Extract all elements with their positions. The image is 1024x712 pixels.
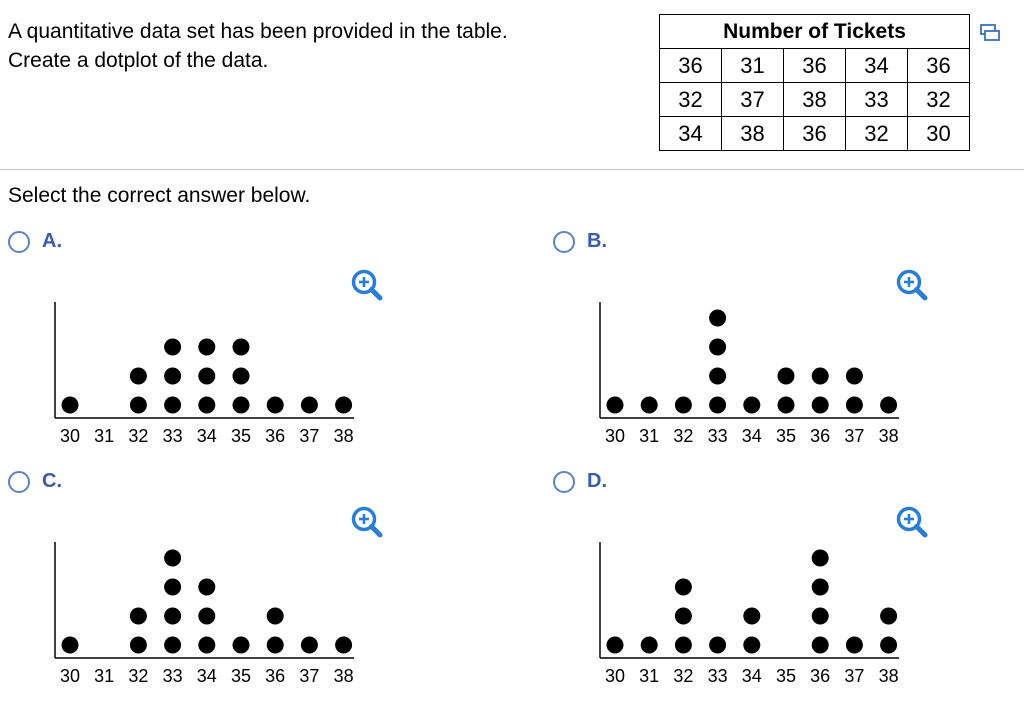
prompt-line-2: Create a dotplot of the data. <box>8 49 269 72</box>
zoom-in-icon[interactable] <box>895 268 929 302</box>
dot <box>812 637 829 654</box>
dot <box>812 550 829 567</box>
dot <box>164 608 181 625</box>
axis-tick-label: 38 <box>333 666 354 686</box>
dotplot-d <box>599 540 909 690</box>
axis-tick-label: 31 <box>639 666 660 686</box>
axis-tick-label: 34 <box>741 666 762 686</box>
table-cell: 31 <box>722 49 784 83</box>
dotplot-b <box>599 300 909 450</box>
axis-tick-label: 31 <box>639 426 660 446</box>
table-row <box>660 83 970 117</box>
dot <box>846 637 863 654</box>
dot <box>164 637 181 654</box>
zoom-in-icon[interactable] <box>350 268 384 302</box>
table-cell: 36 <box>908 49 970 83</box>
axis-tick-label: 34 <box>741 426 762 446</box>
axis-tick-label: 37 <box>299 666 320 686</box>
axis-tick-label: 30 <box>604 666 626 686</box>
axis-tick-label: 38 <box>878 426 899 446</box>
axis-tick-label: 38 <box>333 426 354 446</box>
dot <box>130 637 147 654</box>
axis-tick-label: 35 <box>775 666 797 686</box>
dot <box>198 579 215 596</box>
dot <box>607 397 624 414</box>
table-cell: 32 <box>660 83 722 117</box>
axis-tick-label: 33 <box>707 426 728 446</box>
axis-tick-label: 32 <box>128 666 149 686</box>
axis-tick-label: 30 <box>59 426 81 446</box>
axis-tick-label: 36 <box>810 426 831 446</box>
table-cell: 30 <box>908 117 970 151</box>
dot <box>164 550 181 567</box>
dot <box>233 637 250 654</box>
table-cell: 36 <box>660 49 722 83</box>
dotplot-c <box>54 540 364 690</box>
axis-tick-label: 38 <box>878 666 899 686</box>
option-letter-d: D. <box>587 470 607 492</box>
axis-tick-label: 36 <box>810 666 831 686</box>
dot <box>62 397 79 414</box>
dot <box>164 397 181 414</box>
dot <box>675 637 692 654</box>
radio-button-d[interactable] <box>553 471 575 493</box>
table-cell: 36 <box>784 117 846 151</box>
axis-tick-label: 36 <box>265 426 286 446</box>
dot <box>198 608 215 625</box>
dot <box>198 339 215 356</box>
copy-table-icon[interactable] <box>980 24 1000 42</box>
zoom-in-icon[interactable] <box>895 505 929 539</box>
radio-button-c[interactable] <box>8 471 30 493</box>
option-letter-c: C. <box>42 470 62 492</box>
dot <box>233 368 250 385</box>
radio-button-a[interactable] <box>8 231 30 253</box>
axis-tick-label: 31 <box>94 426 115 446</box>
radio-button-b[interactable] <box>553 231 575 253</box>
dot <box>709 310 726 327</box>
table-cell: 34 <box>846 49 908 83</box>
dot <box>198 637 215 654</box>
section-divider <box>0 169 1024 170</box>
data-table <box>659 14 970 151</box>
dot <box>335 637 352 654</box>
dot <box>267 397 284 414</box>
dotplot-a <box>54 300 364 450</box>
axis-tick-label: 32 <box>128 426 149 446</box>
option-letter-a: A. <box>42 230 62 252</box>
table-cell: 34 <box>660 117 722 151</box>
dot <box>743 608 760 625</box>
dot <box>675 397 692 414</box>
axis-tick-label: 32 <box>673 666 694 686</box>
dot <box>743 397 760 414</box>
table-cell: 36 <box>784 49 846 83</box>
dot <box>778 397 795 414</box>
dot <box>301 397 318 414</box>
axis-tick-label: 31 <box>94 666 115 686</box>
axis-tick-label: 33 <box>162 666 183 686</box>
dot <box>880 637 897 654</box>
axis-tick-label: 34 <box>196 426 217 446</box>
prompt-line-1: A quantitative data set has been provided in the table. <box>8 20 508 43</box>
table-header: Number of Tickets <box>660 15 970 49</box>
table-cell: 38 <box>722 117 784 151</box>
dot <box>709 397 726 414</box>
dot <box>267 637 284 654</box>
dot <box>846 368 863 385</box>
dot <box>164 339 181 356</box>
dot <box>812 608 829 625</box>
dot <box>130 608 147 625</box>
dot <box>743 637 760 654</box>
dot <box>130 397 147 414</box>
table-row <box>660 117 970 151</box>
table-cell: 32 <box>846 117 908 151</box>
dot <box>846 397 863 414</box>
axis-tick-label: 35 <box>230 666 252 686</box>
dot <box>301 637 318 654</box>
dot <box>233 339 250 356</box>
dot <box>778 368 795 385</box>
dot <box>198 397 215 414</box>
table-cell: 37 <box>722 83 784 117</box>
axis-tick-label: 35 <box>775 426 797 446</box>
axis-tick-label: 32 <box>673 426 694 446</box>
table-cell: 33 <box>846 83 908 117</box>
question-prompt <box>8 17 508 75</box>
dot <box>675 579 692 596</box>
dot <box>335 397 352 414</box>
option-letter-b: B. <box>587 230 607 252</box>
axis-tick-label: 30 <box>604 426 626 446</box>
dot <box>709 339 726 356</box>
axis-tick-label: 37 <box>299 426 320 446</box>
table-cell: 38 <box>784 83 846 117</box>
axis-tick-label: 33 <box>707 666 728 686</box>
axis-tick-label: 37 <box>844 426 865 446</box>
dot <box>880 608 897 625</box>
axis-tick-label: 37 <box>844 666 865 686</box>
dot <box>164 368 181 385</box>
axis-tick-label: 34 <box>196 666 217 686</box>
dot <box>812 368 829 385</box>
dot <box>709 637 726 654</box>
axis-tick-label: 30 <box>59 666 81 686</box>
dot <box>812 579 829 596</box>
dot <box>130 368 147 385</box>
dot <box>233 397 250 414</box>
axis-tick-label: 36 <box>265 666 286 686</box>
dot <box>880 397 897 414</box>
axis-tick-label: 33 <box>162 426 183 446</box>
dot <box>164 579 181 596</box>
axis-tick-label: 35 <box>230 426 252 446</box>
dot <box>641 637 658 654</box>
dot <box>641 397 658 414</box>
zoom-in-icon[interactable] <box>350 505 384 539</box>
dot <box>812 397 829 414</box>
dot <box>267 608 284 625</box>
dot <box>675 608 692 625</box>
instruction-text: Select the correct answer below. <box>8 184 311 207</box>
dot <box>607 637 624 654</box>
table-row <box>660 49 970 83</box>
dot <box>198 368 215 385</box>
dot <box>709 368 726 385</box>
dot <box>62 637 79 654</box>
table-cell: 32 <box>908 83 970 117</box>
